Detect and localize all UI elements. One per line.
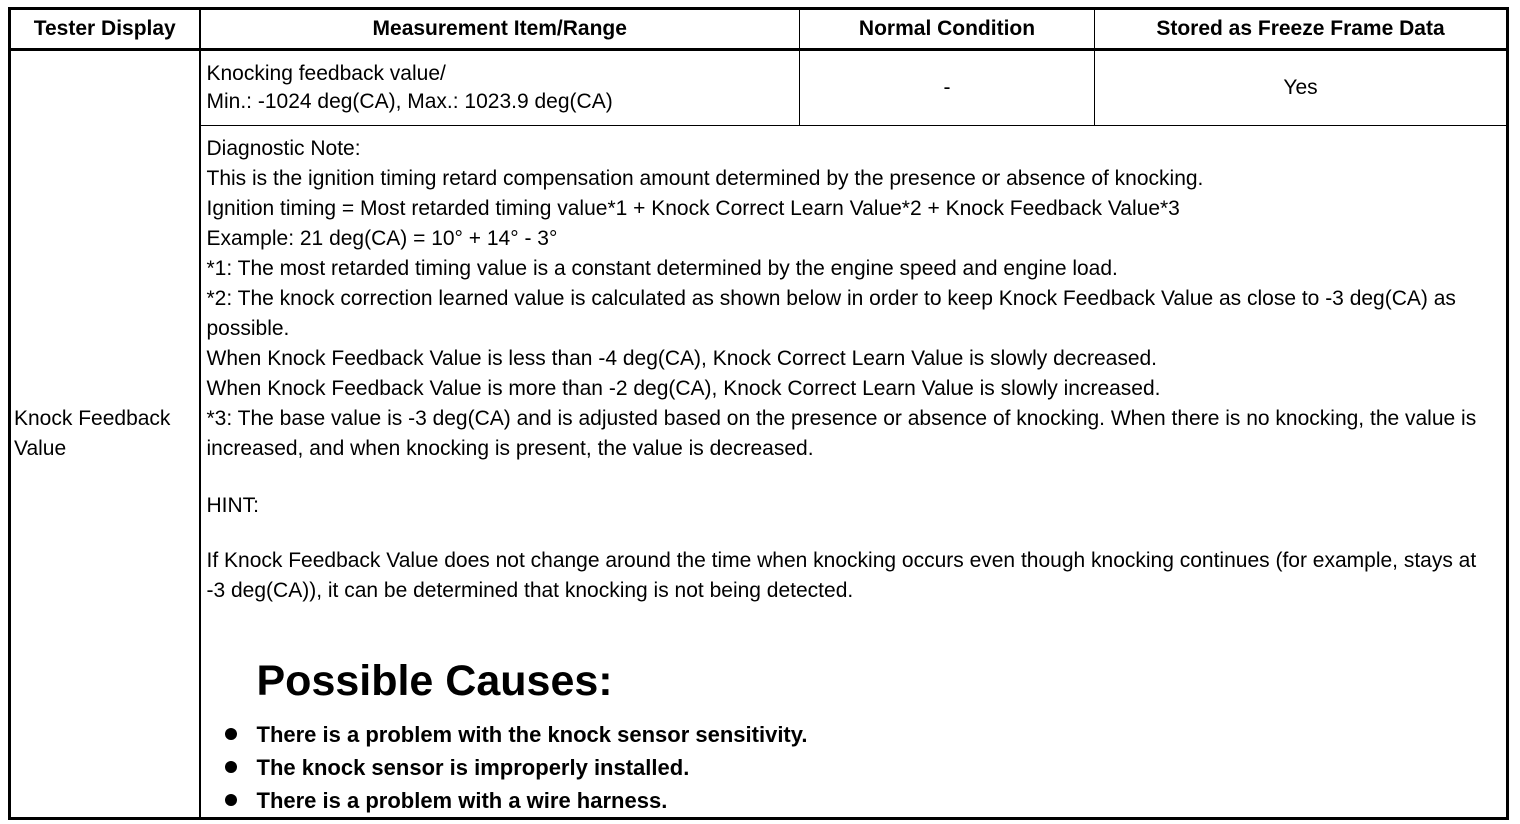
list-item [207,718,1501,751]
normal-condition-value: - [800,50,1095,126]
cause-text-1: There is a problem with the knock sensor sensitivity. [256,722,808,747]
tester-display-value: Knock Feedback Value [10,50,200,819]
list-item [207,784,1501,817]
header-normal-condition: Normal Condition [800,9,1095,50]
header-freeze-frame: Stored as Freeze Frame Data [1095,9,1508,50]
diagnostic-line-5: *2: The knock correction learned value is calculated as shown below in order to keep Knock Feedback Value as close to -3 deg(CA) as possible. [206,287,1456,340]
bullet-icon [225,794,237,806]
list-item [207,751,1501,784]
diagnostic-line-3: Example: 21 deg(CA) = 10° + 14° - 3° [206,227,558,250]
cause-text-3: There is a problem with a wire harness. [256,788,668,813]
diagnostic-line-8: *3: The base value is -3 deg(CA) and is adjusted based on the presence or absence of knocking. When there is no knocking, the value is increased, and when knocking is present, the value is decreased. [206,407,1477,460]
hint-label: HINT: [206,494,259,517]
freeze-frame-value: Yes [1095,50,1508,126]
diagnostic-note-title: Diagnostic Note: [206,137,361,160]
possible-causes-title: Possible Causes: [256,657,613,705]
diagnostic-line-2: Ignition timing = Most retarded timing value*1 + Knock Correct Learn Value*2 + Knock Feedback Value*3 [206,197,1180,220]
table-header-row [10,9,1508,50]
header-tester-display: Tester Display [10,9,200,50]
measurement-item-name: Knocking feedback value/ [206,62,446,85]
hint-text: If Knock Feedback Value does not change around the time when knocking occurs even though knocking continues (for example, stays at -3 deg(CA)), it can be determined that knocking is not being detected. [206,549,1477,602]
bullet-icon [225,728,237,740]
measurement-range-cell [200,50,800,126]
measurement-range: Min.: -1024 deg(CA), Max.: 1023.9 deg(CA) [206,90,613,113]
diagnostic-line-7: When Knock Feedback Value is more than -2 deg(CA), Knock Correct Learn Value is slowly increased. [206,377,1161,400]
data-list-table [8,7,1509,820]
diagnostic-line-1: This is the ignition timing retard compensation amount determined by the presence or absence of knocking. [206,167,1204,190]
possible-causes-list [207,718,1501,817]
cause-text-2: The knock sensor is improperly installed. [256,755,690,780]
bullet-icon [225,761,237,773]
diagnostic-line-6: When Knock Feedback Value is less than -4 deg(CA), Knock Correct Learn Value is slowly decreased. [206,347,1158,370]
diagnostic-row [10,126,1508,819]
diagnostic-line-4: *1: The most retarded timing value is a constant determined by the engine speed and engine load. [206,257,1118,280]
header-measurement-item: Measurement Item/Range [200,9,800,50]
diagnostic-note-cell [200,126,1508,819]
table-row [10,50,1508,126]
